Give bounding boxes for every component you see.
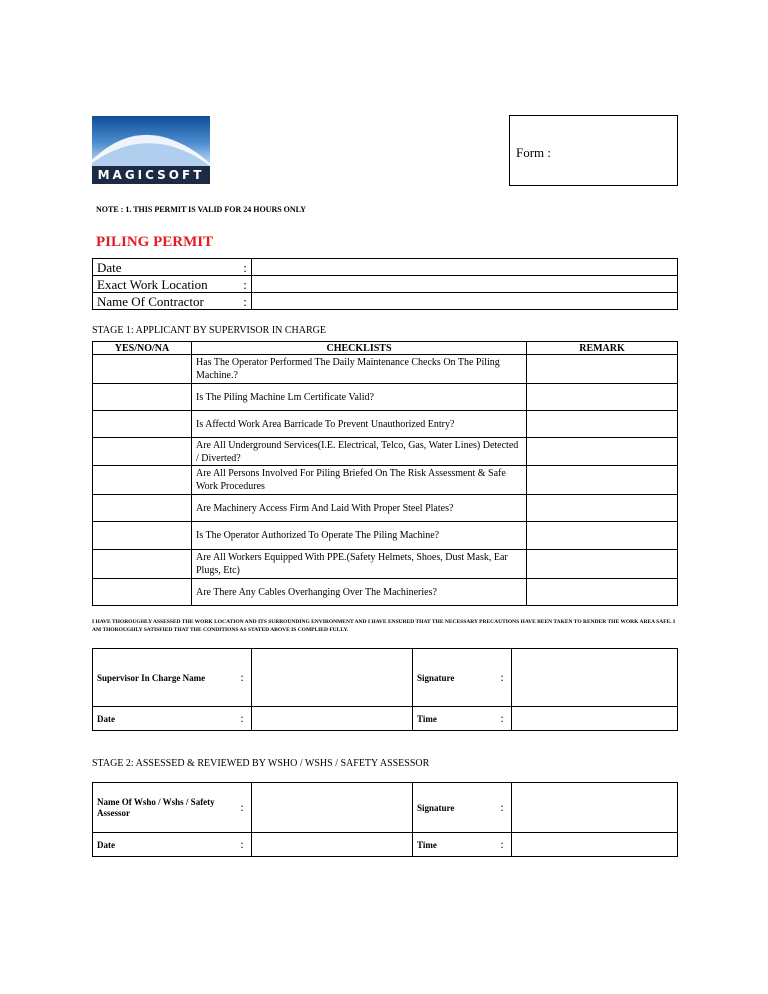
supervisor-sign-table <box>92 648 678 731</box>
checklist-row <box>93 550 678 579</box>
info-colon: : <box>239 293 252 310</box>
checklist-header <box>93 342 678 355</box>
remark-field[interactable] <box>527 495 678 522</box>
remark-field[interactable] <box>527 384 678 411</box>
signature-label: Signature <box>413 649 494 707</box>
date-label: Date <box>93 833 234 857</box>
remark-field[interactable] <box>527 438 678 466</box>
remark-field[interactable] <box>527 466 678 495</box>
stage1-heading: STAGE 1: APPLICANT BY SUPERVISOR IN CHARGE <box>92 325 326 336</box>
assessor-sign-table <box>92 782 678 857</box>
signature-label: Signature <box>413 783 494 833</box>
supervisor-name-label: Supervisor In Charge Name <box>93 649 234 707</box>
checklist-row <box>93 522 678 550</box>
colon: : <box>493 649 512 707</box>
yes-no-na-field[interactable] <box>93 579 192 606</box>
colon: : <box>493 783 512 833</box>
checklist-row <box>93 466 678 495</box>
work-location-field[interactable] <box>252 276 678 293</box>
remark-field[interactable] <box>527 411 678 438</box>
remark-field[interactable] <box>527 550 678 579</box>
supervisor-signature-field[interactable] <box>512 649 678 707</box>
assessor-name-label: Name Of Wsho / Wshs / Safety Assessor <box>93 783 234 833</box>
checklist-item: Are All Underground Services(I.E. Electrical, Telco, Gas, Water Lines) Detected / Diverted? <box>192 438 527 466</box>
assessor-time-field[interactable] <box>512 833 678 857</box>
time-label: Time <box>413 833 494 857</box>
yes-no-na-field[interactable] <box>93 384 192 411</box>
page-title: PILING PERMIT <box>96 234 214 250</box>
checklist-row <box>93 384 678 411</box>
checklist-item: Are Machinery Access Firm And Laid With Proper Steel Plates? <box>192 495 527 522</box>
col-yes-no-na: YES/NO/NA <box>93 342 192 355</box>
date-field[interactable] <box>252 259 678 276</box>
checklist-row <box>93 355 678 384</box>
contractor-field[interactable] <box>252 293 678 310</box>
remark-field[interactable] <box>527 522 678 550</box>
info-label: Date <box>93 259 240 276</box>
yes-no-na-field[interactable] <box>93 522 192 550</box>
colon: : <box>233 783 252 833</box>
checklist-row <box>93 438 678 466</box>
info-label: Exact Work Location <box>93 276 240 293</box>
checklist-item: Are All Persons Involved For Piling Briefed On The Risk Assessment & Safe Work Procedures <box>192 466 527 495</box>
sign-row-date <box>93 707 678 731</box>
col-remark: REMARK <box>527 342 678 355</box>
col-checklists: CHECKLISTS <box>192 342 527 355</box>
logo-text: MAGICSOFT <box>97 168 205 182</box>
yes-no-na-field[interactable] <box>93 495 192 522</box>
info-label: Name Of Contractor <box>93 293 240 310</box>
validity-note: NOTE : 1. THIS PERMIT IS VALID FOR 24 HOURS ONLY <box>96 205 307 214</box>
time-label: Time <box>413 707 494 731</box>
assessor-date-field[interactable] <box>252 833 413 857</box>
yes-no-na-field[interactable] <box>93 438 192 466</box>
assessor-row-name <box>93 783 678 833</box>
yes-no-na-field[interactable] <box>93 355 192 384</box>
info-row-location <box>93 276 678 293</box>
checklist-item: Has The Operator Performed The Daily Maintenance Checks On The Piling Machine.? <box>192 355 527 384</box>
magicsoft-logo <box>92 116 210 184</box>
assessor-signature-field[interactable] <box>512 783 678 833</box>
date-label: Date <box>93 707 234 731</box>
supervisor-time-field[interactable] <box>512 707 678 731</box>
checklist-item: Are There Any Cables Overhanging Over The Machineries? <box>192 579 527 606</box>
sign-row-name <box>93 649 678 707</box>
stage2-heading: STAGE 2: ASSESSED & REVIEWED BY WSHO / WSHS / SAFETY ASSESSOR <box>92 758 430 769</box>
permit-info-table <box>92 258 678 310</box>
supervisor-date-field[interactable] <box>252 707 413 731</box>
form-label: Form : <box>516 145 552 160</box>
yes-no-na-field[interactable] <box>93 550 192 579</box>
supervisor-name-field[interactable] <box>252 649 413 707</box>
colon: : <box>233 707 252 731</box>
checklist-table <box>92 341 678 606</box>
info-colon: : <box>239 259 252 276</box>
remark-field[interactable] <box>527 579 678 606</box>
colon: : <box>493 833 512 857</box>
checklist-row <box>93 411 678 438</box>
assessor-name-field[interactable] <box>252 783 413 833</box>
info-row-date <box>93 259 678 276</box>
yes-no-na-field[interactable] <box>93 466 192 495</box>
remark-field[interactable] <box>527 355 678 384</box>
checklist-row <box>93 579 678 606</box>
info-colon: : <box>239 276 252 293</box>
info-row-contractor <box>93 293 678 310</box>
checklist-item: Are All Workers Equipped With PPE.(Safety Helmets, Shoes, Dust Mask, Ear Plugs, Etc) <box>192 550 527 579</box>
form-number-box[interactable] <box>509 115 678 186</box>
colon: : <box>233 649 252 707</box>
declaration-text: I HAVE THOROUGHLY ASSESSED THE WORK LOCATION AND ITS SURROUNDING ENVIRONMENT AND I HAVE ENSURED THAT THE NECESSARY PRECAUTIONS HAVE BEEN TAKEN TO RENDER THE WORK AREA SAFE. I AM THOROUGHLY SATISFIED THAT THE CONDITIONS AS STATED ABOVE IS COMPLIED FULLY. <box>92 619 676 633</box>
checklist-item: Is The Operator Authorized To Operate The Piling Machine? <box>192 522 527 550</box>
checklist-row <box>93 495 678 522</box>
checklist-item: Is Affectd Work Area Barricade To Prevent Unauthorized Entry? <box>192 411 527 438</box>
colon: : <box>493 707 512 731</box>
colon: : <box>233 833 252 857</box>
yes-no-na-field[interactable] <box>93 411 192 438</box>
checklist-item: Is The Piling Machine Lm Certificate Valid? <box>192 384 527 411</box>
assessor-row-date <box>93 833 678 857</box>
